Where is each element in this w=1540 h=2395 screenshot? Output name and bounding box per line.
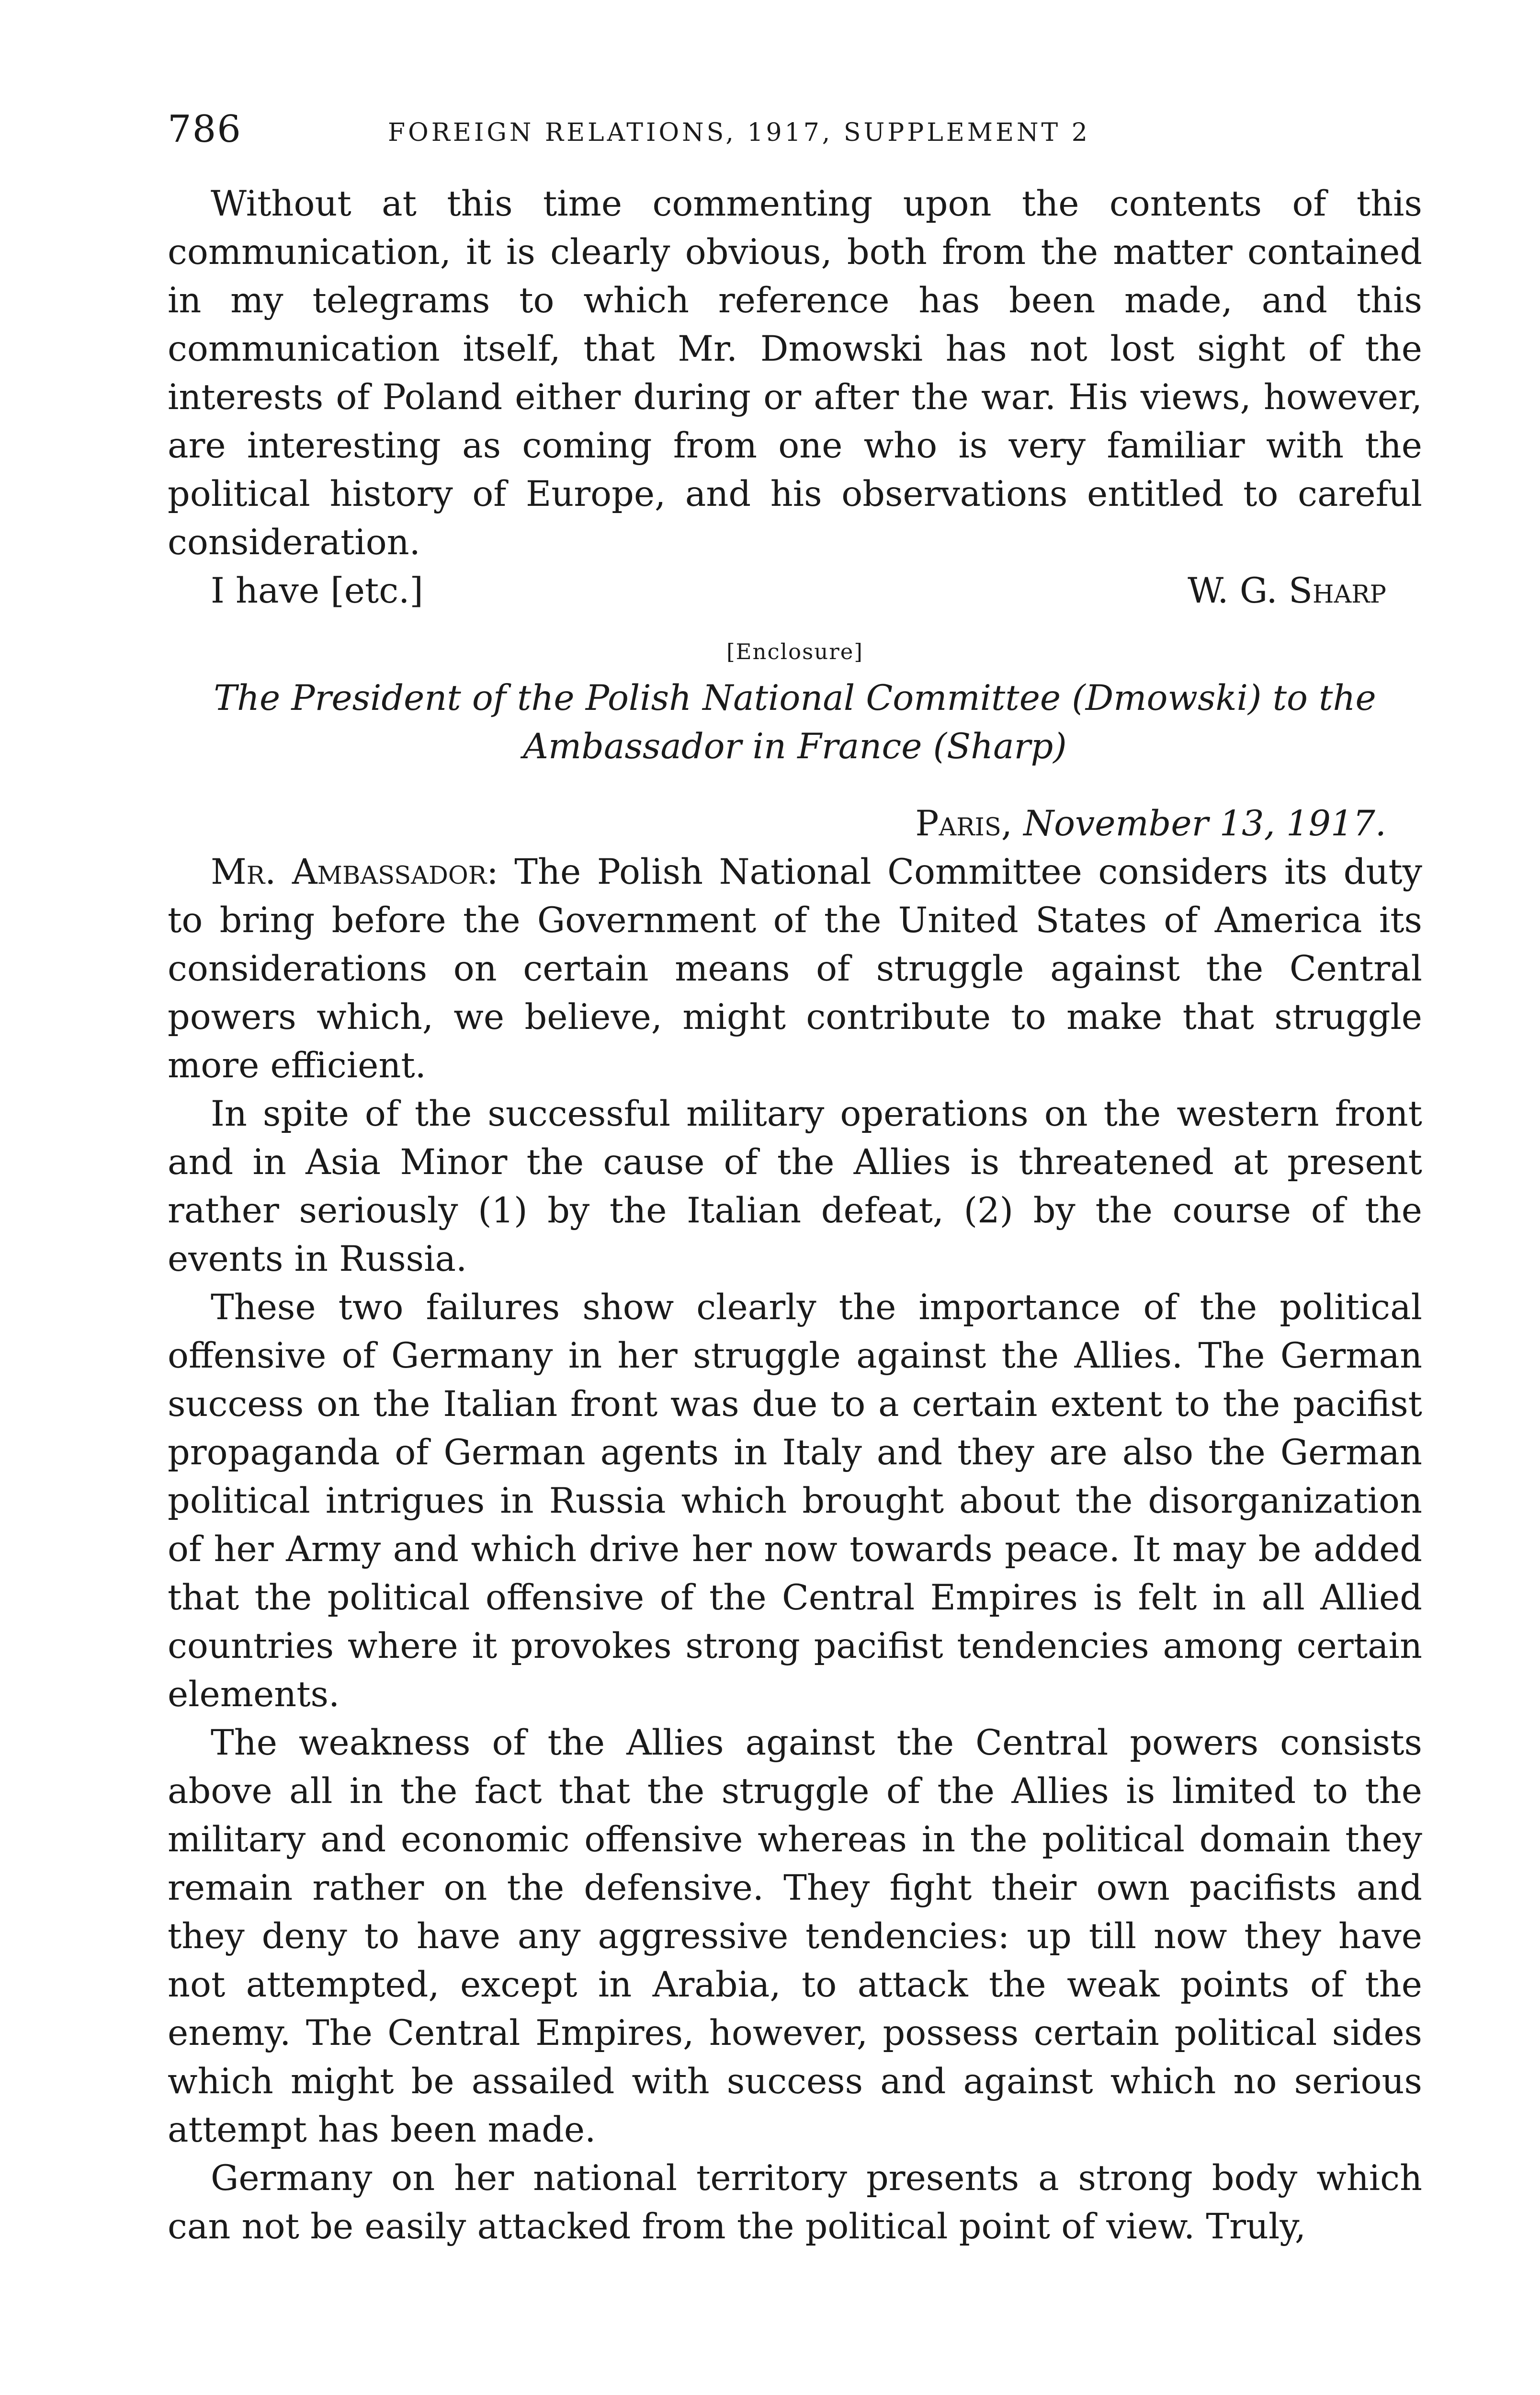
closing-formula: I have [etc.]	[211, 570, 423, 611]
enclosure-paragraph: The weakness of the Allies against the Central powers consists above all in the fact that the struggle of the Allies is limited to the military and economic offensive whereas in the political domain they remain rather on the defensive. They fight their own pacifists and they deny to have any aggressive tendencies: up till now they have not attempted, except in Arabia, to attack the weak points of the enemy. The Central Empires, however, possess certain political sides which might be assailed with success and against which no serious attempt has been made.	[168, 1722, 1422, 2150]
letter-closing-line	[168, 567, 1422, 615]
enclosure-paragraph: These two failures show clearly the importance of the political offensive of Germany in her struggle against the Allies. The German success on the Italian front was due to a certain extent to the pacifist propaganda of German agents in Italy and they are also the German political intrigues in Russia which brought about the disorganization of her Army and which drive her now towards peace. It may be added that the political offensive of the Central Empires is felt in all Allied countries where it provokes strong pacifist tendencies among certain elements.	[168, 1287, 1422, 1715]
dateline-place: Paris,	[915, 803, 1012, 844]
signature: W. G. Sharp	[1188, 570, 1386, 611]
enclosure-paragraph: In spite of the successful military operations on the western front and in Asia Minor the cause of the Allies is threatened at present rather seriously (1) by the Italian defeat, (2) by the course of the events in Russia.	[168, 1094, 1422, 1279]
letter-paragraph: Without at this time commenting upon the contents of this communication, it is clearly obvious, both from the matter contained in my telegrams to which reference has been made, and this communication itself, that Mr. Dmowski has not lost sight of the interests of Poland either during or after the war. His views, however, are interesting as coming from one who is very familiar with the political history of Europe, and his observations entitled to careful consideration.	[168, 183, 1422, 563]
dateline	[168, 799, 1422, 848]
enclosure-title: The President of the Polish National Committee (Dmowski) to the Ambassador in France (Sharp)	[214, 678, 1376, 767]
running-head	[168, 108, 1422, 160]
dateline-date: November 13, 1917.	[1023, 803, 1386, 844]
enclosure-label: [Enclosure]	[726, 639, 863, 664]
first-paragraph-text: The Polish National Committee considers its duty to bring before the Government of the United States of America its considerations on certain means of struggle against the Central powers which, we believe, might contribute to make that struggle more efficient.	[168, 852, 1422, 1086]
enclosure-first-paragraph	[168, 848, 1422, 1090]
document-page	[168, 108, 1422, 2251]
salutation: Mr. Ambassador:	[211, 852, 498, 892]
enclosure-paragraph: Germany on her national territory presents a strong body which can not be easily attacked from the political point of view. Truly,	[168, 2158, 1422, 2247]
running-title: FOREIGN RELATIONS, 1917, SUPPLEMENT 2	[388, 118, 1090, 147]
page-number: 786	[168, 108, 242, 151]
